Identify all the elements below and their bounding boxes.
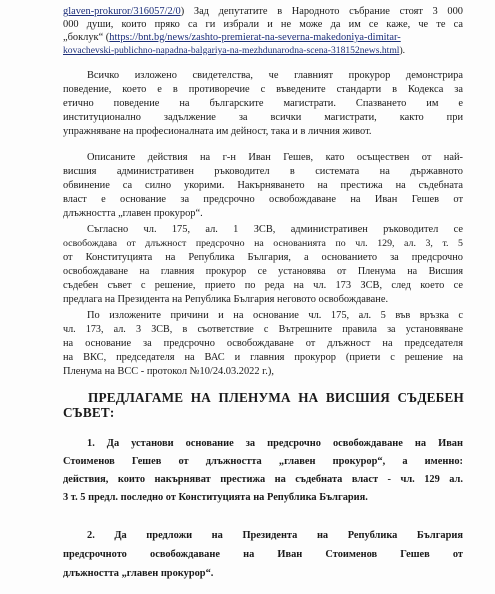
paragraph-line: висшия административен ръководител в системата на държавното (63, 166, 463, 177)
proposal-point-1: действия, които накърняват престижа на съдебната власт - чл. 129 ал. (63, 474, 463, 485)
paragraph-line: институционално задължение за всички магистрати, както при (63, 112, 463, 123)
paragraph-line: упражняване на професионалната им дейност, така и в личния живот. (63, 126, 372, 137)
proposal-point-2: длъжността „главен прокурор“. (63, 568, 214, 579)
paragraph-line: съдебен съвет с решение, прието по реда на чл. 173 ЗСВ, след което се (63, 280, 463, 291)
proposal-point-1: 3 т. 5 предл. последно от Конституцията на Република България. (63, 492, 368, 503)
source-link[interactable]: https://bnt.bg/news/zashto-premierat-na-severna-makedoniya-dimitar- (109, 32, 401, 43)
paragraph-line: власт е основание за предсрочно освобождаване на Иван Гешев от (63, 194, 463, 205)
proposal-heading: ПРЕДЛАГАМЕ НА ПЛЕНУМА НА ВИСШИЯ СЪДЕБЕН (88, 390, 464, 405)
paragraph-line: на основание за предсрочно освобождаване от длъжност на председателя (63, 338, 463, 349)
paragraph-line: Всичко изложено свидетелства, че главният прокурор демонстрира (87, 70, 463, 81)
paragraph-line: поведение, което е в противоречие с въведените стандарти в Кодекса за (63, 84, 463, 95)
text-span: „боклук“ ( (63, 32, 110, 43)
paragraph-line: Описаните действия на г-н Иван Гешев, като осъществен от най- (87, 152, 463, 163)
paragraph-line: По изложените причини и на основание чл. 175, ал. 5 във връзка с (87, 310, 463, 321)
text-span: ). (399, 45, 406, 56)
source-link[interactable]: glaven-prokuror/316057/2/0 (63, 6, 181, 17)
text-line (63, 6, 463, 18)
paragraph-line: от Конституцията на Република България, а основанието за предсрочно (63, 252, 463, 263)
proposal-point-2: предсрочното освобождаване на Иван Стоименов Гешев от (63, 549, 463, 560)
proposal-point-1: Стоименов Гешев от длъжността „главен прокурор“, а именно: (63, 456, 463, 467)
paragraph-line: предлага на Президента на Република България неговото освобождаване. (63, 294, 389, 305)
paragraph-line: Пленума на ВСС - протокол №10/24.03.2022 г.), (63, 366, 274, 377)
proposal-heading: СЪВЕТ: (63, 405, 115, 420)
paragraph-line: на ВКС, председателя на ВАС и главния прокурор (приети с решение на (63, 352, 463, 363)
text-line (63, 19, 463, 31)
paragraph-line: длъжността „главен прокурор“. (63, 208, 203, 219)
paragraph-line: освобождава от длъжност предсрочно на основанията по чл. 129, ал. 3, т. 5 (63, 238, 463, 249)
paragraph-line: етично поведение на българските магистрати. Спазването им е (63, 98, 463, 109)
text-line (63, 45, 463, 57)
text-span: 000 души, които пряко са ги избрали и не може да им се каже, че те са (63, 19, 463, 30)
text-span: ) Зад депутатите в Народното събрание стоят 3 000 (180, 6, 463, 17)
source-link[interactable]: kovachevski-publichno-napadna-balgariya-na-mezhdunarodna-scena-318152news.html (63, 45, 400, 56)
paragraph-line: обвинение са силно укорими. Накърняването на престижа на съдебната (63, 180, 463, 191)
paragraph-line: чл. 173, ал. 3 ЗСВ, в съответствие с Вътрешните правила за установяване (63, 324, 463, 335)
proposal-point-1: 1. Да установи основание за предсрочно освобождаване на Иван (87, 438, 463, 449)
text-line (63, 32, 463, 44)
paragraph-line: освобождаване на главния прокурор се установява от Пленума на Висшия (63, 266, 463, 277)
proposal-point-2: 2. Да предложи на Президента на Република България (87, 530, 463, 541)
paragraph-line: Съгласно чл. 175, ал. 1 ЗСВ, административен ръководител се (87, 224, 463, 235)
